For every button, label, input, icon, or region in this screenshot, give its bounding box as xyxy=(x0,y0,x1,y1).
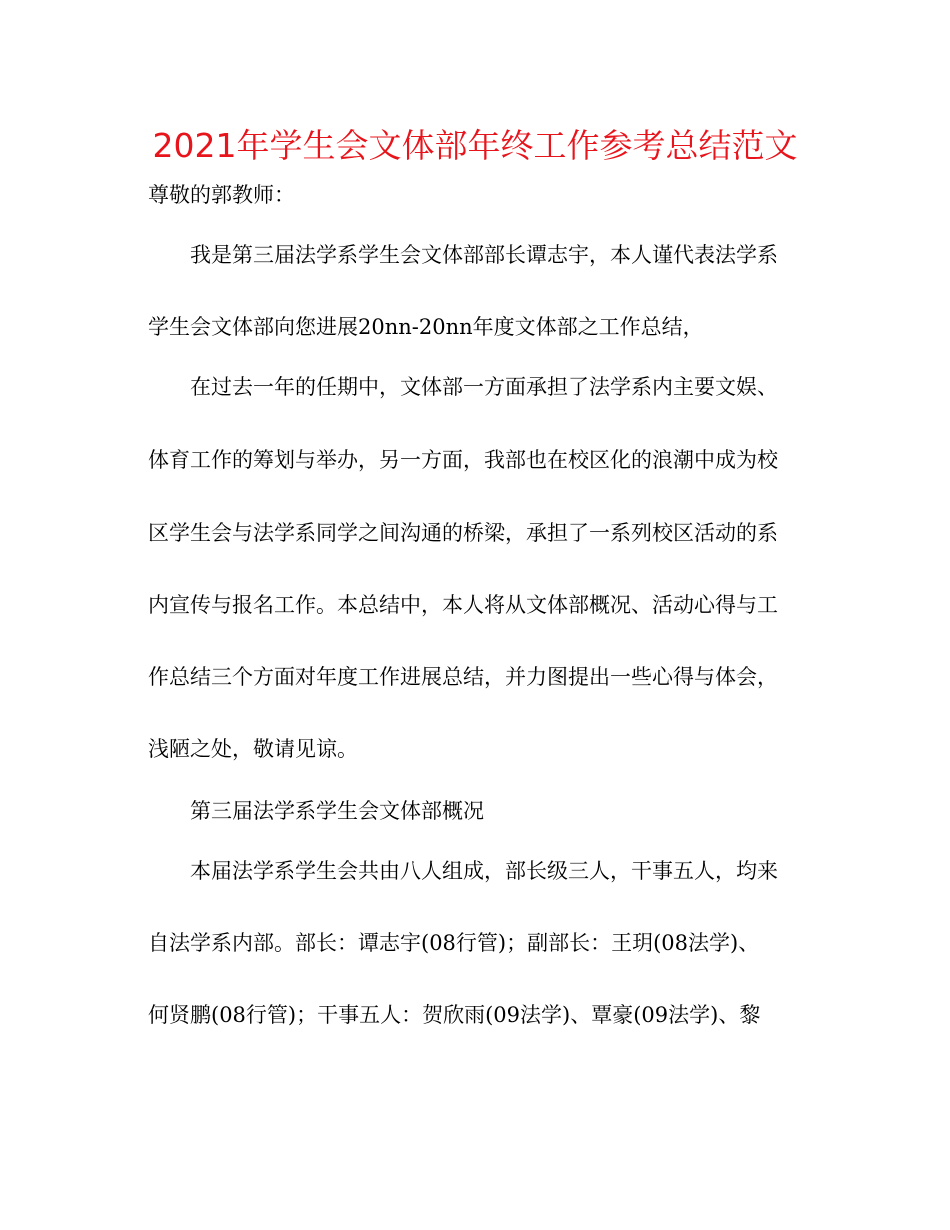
paragraph-line: 浅陋之处，敬请见谅。 xyxy=(148,737,358,761)
salutation: 尊敬的郭教师： xyxy=(148,183,295,207)
paragraph-line: 本届法学系学生会共由八人组成，部长级三人，干事五人，均来 xyxy=(190,859,778,883)
paragraph-line: 在过去一年的任期中，文体部一方面承担了法学系内主要文娱、 xyxy=(190,375,778,399)
document-title: 2021年学生会文体部年终工作参考总结范文 xyxy=(152,126,798,165)
paragraph-line: 何贤鹏(08行管)；干事五人：贺欣雨(09法学)、覃豪(09法学)、黎 xyxy=(148,1003,761,1027)
paragraph-line: 内宣传与报名工作。本总结中，本人将从文体部概况、活动心得与工 xyxy=(148,593,778,617)
paragraph-line: 我是第三届法学系学生会文体部部长谭志宇，本人谨代表法学系 xyxy=(190,243,778,267)
paragraph-line: 体育工作的筹划与举办，另一方面，我部也在校区化的浪潮中成为校 xyxy=(148,448,778,472)
paragraph-line: 学生会文体部向您进展20nn-20nn年度文体部之工作总结， xyxy=(148,315,704,339)
paragraph-line: 区学生会与法学系同学之间沟通的桥梁，承担了一系列校区活动的系 xyxy=(148,521,778,545)
paragraph-line: 作总结三个方面对年度工作进展总结，并力图提出一些心得与体会， xyxy=(148,665,778,689)
paragraph-line: 自法学系内部。部长：谭志宇(08行管)；副部长：王玥(08法学)、 xyxy=(148,931,760,955)
section-heading: 第三届法学系学生会文体部概况 xyxy=(190,799,484,823)
